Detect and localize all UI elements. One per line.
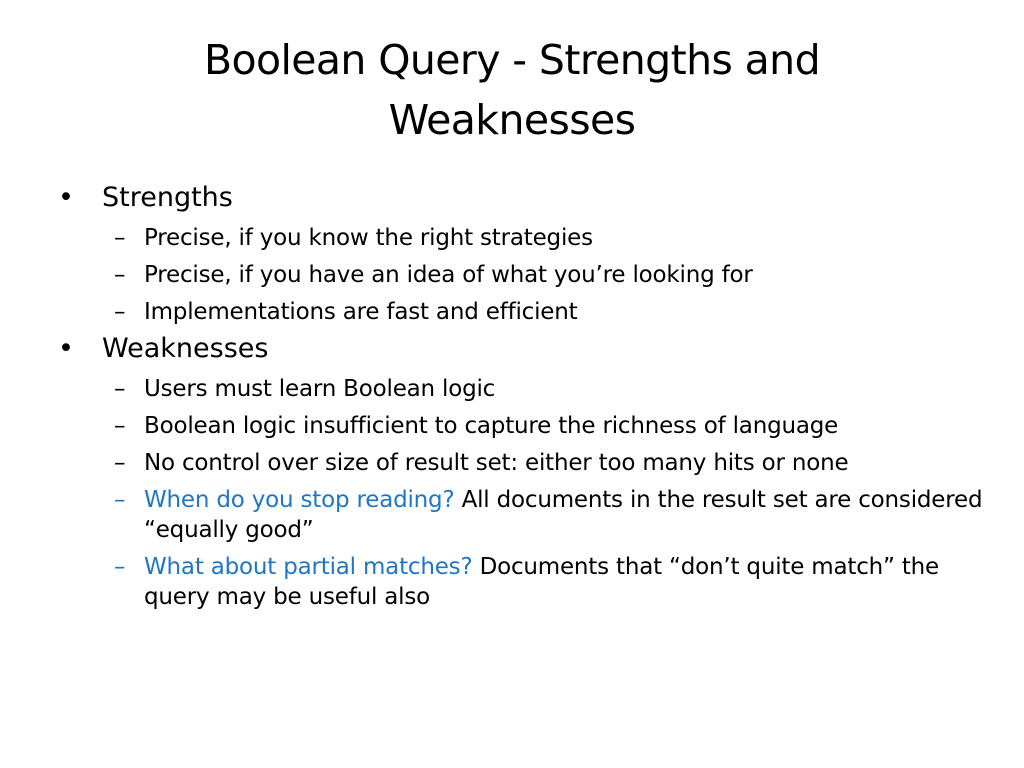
sub-bullet-text xyxy=(144,485,986,545)
bullet-weaknesses xyxy=(56,331,986,367)
sub-bullet xyxy=(56,411,986,441)
slide-title: Boolean Query - Strengths and Weaknesses xyxy=(204,36,820,144)
dash-marker: – xyxy=(114,262,126,288)
highlight-question: What about partial matches? xyxy=(144,554,473,580)
dash-marker: – xyxy=(114,376,126,402)
sub-bullet xyxy=(56,297,986,327)
dash-marker: – xyxy=(114,413,126,439)
sub-bullet-text: No control over size of result set: either too many hits or none xyxy=(144,450,849,476)
dash-marker: – xyxy=(114,225,126,251)
sub-bullet-highlighted xyxy=(56,485,986,545)
sub-bullet-highlighted xyxy=(56,552,986,612)
dash-marker: – xyxy=(114,299,126,325)
sub-bullet xyxy=(56,260,986,290)
sub-bullet-text xyxy=(144,552,986,612)
sub-bullet-text: Precise, if you have an idea of what you’re looking for xyxy=(144,262,753,288)
sub-bullet xyxy=(56,448,986,478)
bullet-heading: Weaknesses xyxy=(102,333,269,364)
sub-bullet xyxy=(56,374,986,404)
sub-bullet-text: Boolean logic insufficient to capture the richness of language xyxy=(144,413,839,439)
sub-bullet-text: Implementations are fast and efficient xyxy=(144,299,578,325)
bullet-marker: • xyxy=(58,182,74,213)
dash-marker: – xyxy=(114,487,126,513)
sub-bullet xyxy=(56,223,986,253)
sub-bullet-text: Users must learn Boolean logic xyxy=(144,376,496,402)
sub-bullet-rest: All documents in the result set are considered “equally good” xyxy=(144,487,983,543)
highlight-question: When do you stop reading? xyxy=(144,487,455,513)
dash-marker: – xyxy=(114,554,126,580)
dash-marker: – xyxy=(114,450,126,476)
sub-bullet-text: Precise, if you know the right strategies xyxy=(144,225,593,251)
slide-body xyxy=(56,180,986,612)
sub-bullet-rest: Documents that “don’t quite match” the query may be useful also xyxy=(144,554,939,610)
bullet-marker: • xyxy=(58,333,74,364)
bullet-strengths xyxy=(56,180,986,216)
bullet-heading: Strengths xyxy=(102,182,233,213)
